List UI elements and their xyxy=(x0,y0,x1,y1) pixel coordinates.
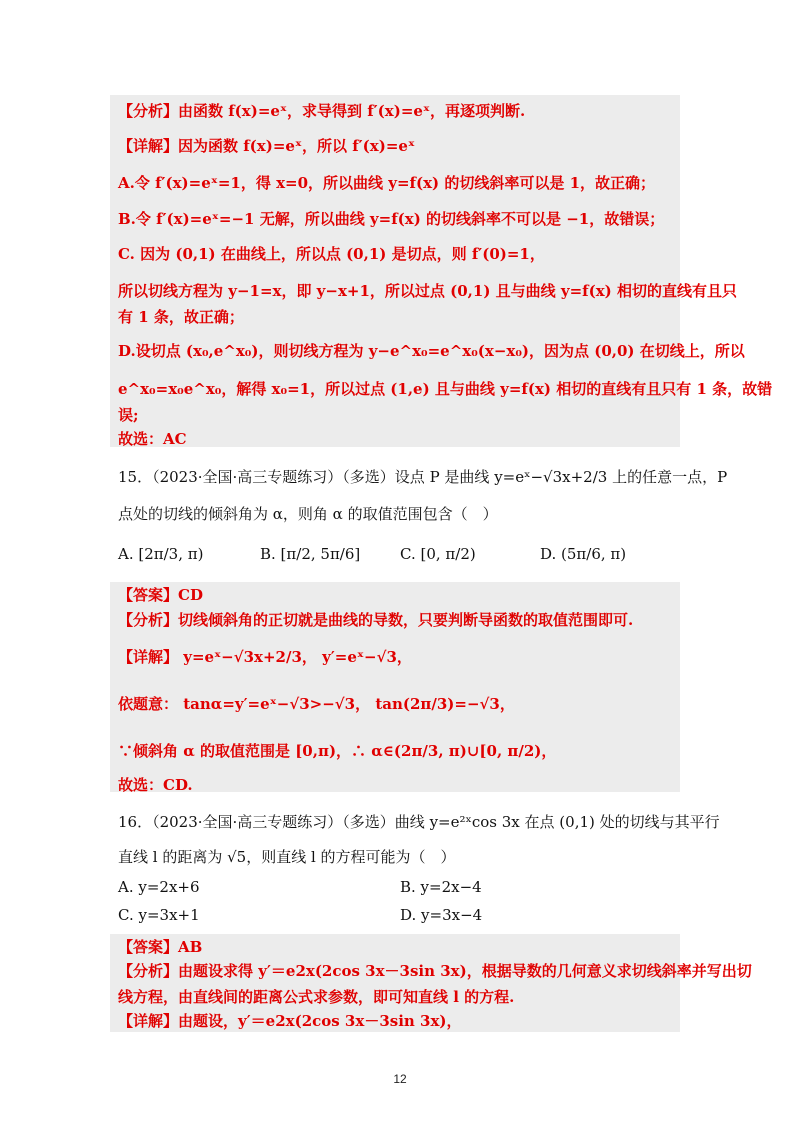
q15-detail: 【详解】 y=eˣ−√3x+2/3， y′=eˣ−√3， xyxy=(118,648,412,666)
q14-option-a-analysis: A.令 f′(x)=eˣ=1，得 x=0，所以曲线 y=f(x) 的切线斜率可以是 1，故正确； xyxy=(118,174,656,192)
q16-option-c: C. y=3x+1 xyxy=(118,906,200,924)
q15-stem-2: 点处的切线的倾斜角为 α，则角 α 的取值范围包含（ ） xyxy=(118,505,498,523)
q15-basis: 依题意： tanα=y′=eˣ−√3>−√3， tan(2π/3)=−√3， xyxy=(118,695,515,713)
q14-option-b-analysis: B.令 f′(x)=eˣ=−1 无解，所以曲线 y=f(x) 的切线斜率不可以是 −1，故错误； xyxy=(118,210,665,228)
q15-stem-1: 15．（2023·全国·高三专题练习）（多选）设点 P 是曲线 y=eˣ−√3x+2/3 上的任意一点，P xyxy=(118,468,728,486)
q16-analysis-1: 【分析】由题设求得 y′＝e2x(2cos 3x－3sin 3x)，根据导数的几何意义求切线斜率并写出切 xyxy=(118,962,752,980)
q16-detail: 【详解】由题设，y′＝e2x(2cos 3x－3sin 3x)， xyxy=(118,1012,462,1030)
q15-answer: 【答案】CD xyxy=(118,586,203,604)
q14-answer: 故选：AC xyxy=(118,430,187,448)
page-number: 12 xyxy=(393,1072,407,1086)
q14-option-d-analysis-2: e^x₀=x₀e^x₀，解得 x₀=1，所以过点 (1,e) 且与曲线 y=f(x) 相切的直线有且只有 1 条，故错 xyxy=(118,380,773,398)
q15-range: ∵倾斜角 α 的取值范围是 [0,π)，∴ α∈(2π/3, π)∪[0, π/2)， xyxy=(118,742,557,760)
q16-stem-1: 16．（2023·全国·高三专题练习）（多选）曲线 y=e²ˣcos 3x 在点 (0,1) 处的切线与其平行 xyxy=(118,813,720,831)
q16-option-d: D. y=3x−4 xyxy=(400,906,483,924)
q15-option-c: C. [0, π/2) xyxy=(400,545,476,563)
q15-option-d: D. (5π/6, π) xyxy=(540,545,627,563)
q16-answer: 【答案】AB xyxy=(118,938,203,956)
q15-option-a: A. [2π/3, π) xyxy=(118,545,204,563)
q14-option-d-analysis-3: 误; xyxy=(118,406,139,424)
q14-detail: 【详解】因为函数 f(x)=eˣ，所以 f′(x)=eˣ xyxy=(118,137,416,155)
q16-analysis-2: 线方程，由直线间的距离公式求参数，即可知直线 l 的方程. xyxy=(118,988,515,1006)
q15-choice: 故选：CD. xyxy=(118,776,193,794)
q16-stem-2: 直线 l 的距离为 √5，则直线 l 的方程可能为（ ） xyxy=(118,848,456,866)
q14-option-c-analysis-1: C. 因为 (0,1) 在曲线上，所以点 (0,1) 是切点，则 f′(0)=1， xyxy=(118,245,545,263)
q16-option-a: A. y=2x+6 xyxy=(118,878,200,896)
q16-option-b: B. y=2x−4 xyxy=(400,878,482,896)
q14-option-c-analysis-2: 所以切线方程为 y−1=x，即 y−x+1，所以过点 (0,1) 且与曲线 y=f(x) 相切的直线有且只 xyxy=(118,282,737,300)
q14-option-d-analysis-1: D.设切点 (x₀,e^x₀)，则切线方程为 y−e^x₀=e^x₀(x−x₀)，因为点 (0,0) 在切线上，所以 xyxy=(118,342,745,360)
q15-analysis: 【分析】切线倾斜角的正切就是曲线的导数，只要判断导函数的取值范围即可. xyxy=(118,611,634,629)
q15-option-b: B. [π/2, 5π/6] xyxy=(260,545,361,563)
q14-analysis: 【分析】由函数 f(x)=eˣ，求导得到 f′(x)=eˣ，再逐项判断. xyxy=(118,102,526,120)
q14-option-c-analysis-3: 有 1 条，故正确； xyxy=(118,308,244,326)
